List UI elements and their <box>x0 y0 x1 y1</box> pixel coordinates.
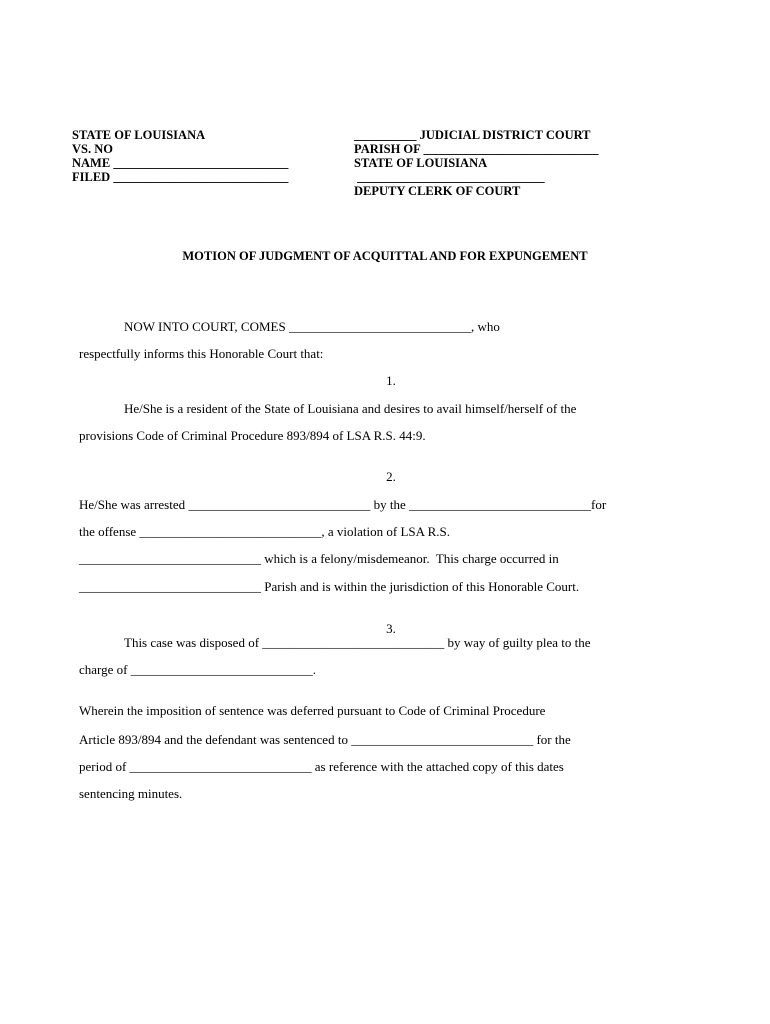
header-state-right: STATE OF LOUISIANA <box>354 156 488 170</box>
section-2-line-3: ____________________________ which is a felony/misdemeanor. This charge occurred in <box>79 551 559 566</box>
header-name-field: NAME ____________________________ <box>72 156 289 170</box>
section-3-line-2: charge of ____________________________. <box>79 662 316 677</box>
header-deputy-clerk: DEPUTY CLERK OF COURT <box>354 184 521 198</box>
header-clerk-line: ______________________________ <box>354 170 545 184</box>
section-1-line-2: provisions Code of Criminal Procedure 893/894 of LSA R.S. 44:9. <box>79 428 426 443</box>
section-4-line-1: Wherein the imposition of sentence was deferred pursuant to Code of Criminal Procedure <box>79 703 546 718</box>
document-title: MOTION OF JUDGMENT OF ACQUITTAL AND FOR EXPUNGEMENT <box>182 249 588 263</box>
section-4-line-2: Article 893/894 and the defendant was sentenced to ____________________________ for the <box>79 732 571 747</box>
section-1-number: 1. <box>386 373 396 388</box>
section-4-line-4: sentencing minutes. <box>79 786 183 801</box>
section-2-line-4: ____________________________ Parish and is within the jurisdiction of this Honorable Court. <box>79 579 580 594</box>
header-parish: PARISH OF ____________________________ <box>354 142 599 156</box>
section-3-number: 3. <box>386 621 396 636</box>
intro-line-1: NOW INTO COURT, COMES ____________________________, who <box>124 319 500 334</box>
header-vs-no: VS. NO <box>72 142 113 156</box>
intro-line-2: respectfully informs this Honorable Court that: <box>79 346 324 361</box>
section-2-number: 2. <box>386 469 396 484</box>
section-1-line-1: He/She is a resident of the State of Louisiana and desires to avail himself/herself of the <box>124 401 577 416</box>
section-4-line-3: period of ____________________________ as reference with the attached copy of this dates <box>79 759 564 774</box>
header-court: __________ JUDICIAL DISTRICT COURT <box>354 128 591 142</box>
header-filed-field: FILED ____________________________ <box>72 170 289 184</box>
section-2-line-1: He/She was arrested ____________________________ by the ____________________________for <box>79 497 607 512</box>
section-3-line-1: This case was disposed of ____________________________ by way of guilty plea to the <box>124 635 591 650</box>
section-2-line-2: the offense ____________________________, a violation of LSA R.S. <box>79 524 450 539</box>
header-state: STATE OF LOUISIANA <box>72 128 206 142</box>
